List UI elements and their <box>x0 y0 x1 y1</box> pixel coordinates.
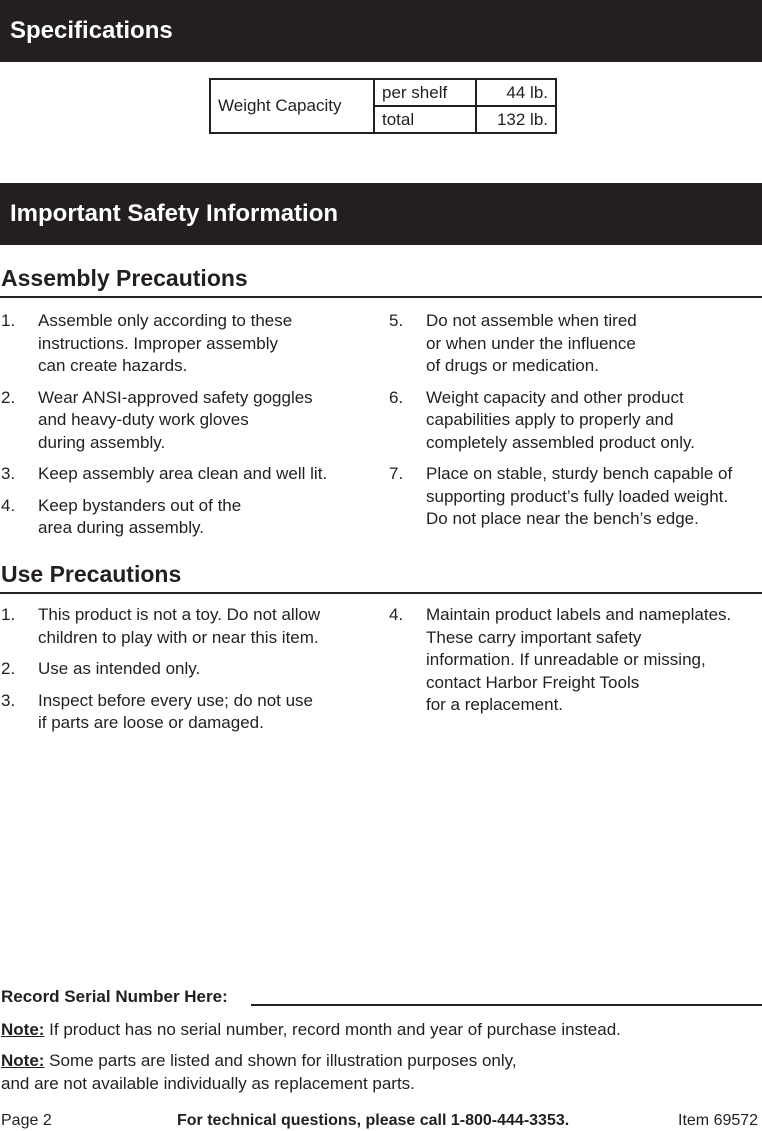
item-text: Wear ANSI-approved safety goggles and heavy-duty work gloves during assembly. <box>38 387 313 452</box>
list-item <box>1 690 361 735</box>
list-item <box>1 310 361 378</box>
item-text: Inspect before every use; do not use if parts are loose or damaged. <box>38 690 314 732</box>
list-item <box>1 387 361 455</box>
item-number: 4. <box>1 495 16 515</box>
note-label: Note: <box>1 1051 45 1070</box>
footer-item: Item 69572 <box>678 1112 759 1129</box>
spec-row <box>210 79 556 106</box>
safety-title: Important Safety Information <box>10 200 339 227</box>
spec-value: 132 lb. <box>476 106 556 133</box>
list-item <box>389 310 762 378</box>
item-number: 2. <box>1 387 16 407</box>
use-precautions-title: Use Precautions <box>1 561 182 587</box>
list-item <box>389 604 762 717</box>
item-text: Keep bystanders out of the area during assembly. <box>38 495 242 537</box>
list-item <box>1 495 361 540</box>
serial-number-line <box>251 1004 762 1006</box>
spec-table <box>209 78 557 134</box>
list-item <box>389 463 762 531</box>
item-number: 7. <box>389 464 404 483</box>
item-number: 2. <box>1 659 16 678</box>
list-item <box>1 463 361 486</box>
safety-banner <box>0 183 762 245</box>
note-text: If product has no serial number, record month and year of purchase instead. <box>44 1020 621 1039</box>
spec-unit: total <box>374 106 476 133</box>
item-text: This product is not a toy. Do not allow children to play with or near this item. <box>38 605 321 647</box>
item-text: Use as intended only. <box>38 659 201 678</box>
serial-number-label: Record Serial Number Here: <box>1 987 228 1006</box>
use-list-right <box>389 604 762 726</box>
spec-unit: per shelf <box>374 79 476 106</box>
weight-capacity-label: Weight Capacity <box>210 79 374 133</box>
specifications-banner <box>0 0 762 62</box>
item-text: Keep assembly area clean and well lit. <box>38 464 328 483</box>
assembly-precautions-title: Assembly Precautions <box>1 265 248 291</box>
assembly-list-right <box>389 310 762 540</box>
use-precautions-heading <box>0 562 762 594</box>
item-text: Place on stable, sturdy bench capable of supporting product’s fully loaded weight. Do not place near the bench’s edge. <box>426 464 733 528</box>
use-list-left <box>1 604 361 744</box>
list-item <box>1 604 361 649</box>
item-number: 4. <box>389 605 404 624</box>
item-number: 1. <box>1 311 16 330</box>
specifications-title: Specifications <box>10 17 173 44</box>
item-text: Do not assemble when tired or when under the influence of drugs or medication. <box>426 311 637 375</box>
item-number: 3. <box>1 464 16 483</box>
item-number: 3. <box>1 690 16 710</box>
item-number: 5. <box>389 311 404 330</box>
note-serial <box>1 1018 621 1041</box>
spec-value: 44 lb. <box>476 79 556 106</box>
footer-page: Page 2 <box>1 1112 52 1129</box>
item-text: Maintain product labels and nameplates. These carry important safety information. If unreadable or missing, contact Harbor Freight Tools for a replacement. <box>426 605 732 714</box>
footer-contact: For technical questions, please call 1-800-444-3353. <box>177 1112 570 1129</box>
note-parts <box>1 1049 517 1095</box>
item-text: Assemble only according to these instructions. Improper assembly can create hazards. <box>38 311 293 375</box>
item-number: 6. <box>389 387 404 407</box>
item-text: Weight capacity and other product capabilities apply to properly and completely assembled product only. <box>426 387 695 452</box>
note-text: Some parts are listed and shown for illustration purposes only, and are not available individually as replacement parts. <box>1 1051 517 1093</box>
note-label: Note: <box>1 1020 45 1039</box>
list-item <box>1 658 361 681</box>
list-item <box>389 387 762 455</box>
assembly-list-left <box>1 310 361 549</box>
assembly-precautions-heading <box>0 266 762 298</box>
item-number: 1. <box>1 605 16 624</box>
